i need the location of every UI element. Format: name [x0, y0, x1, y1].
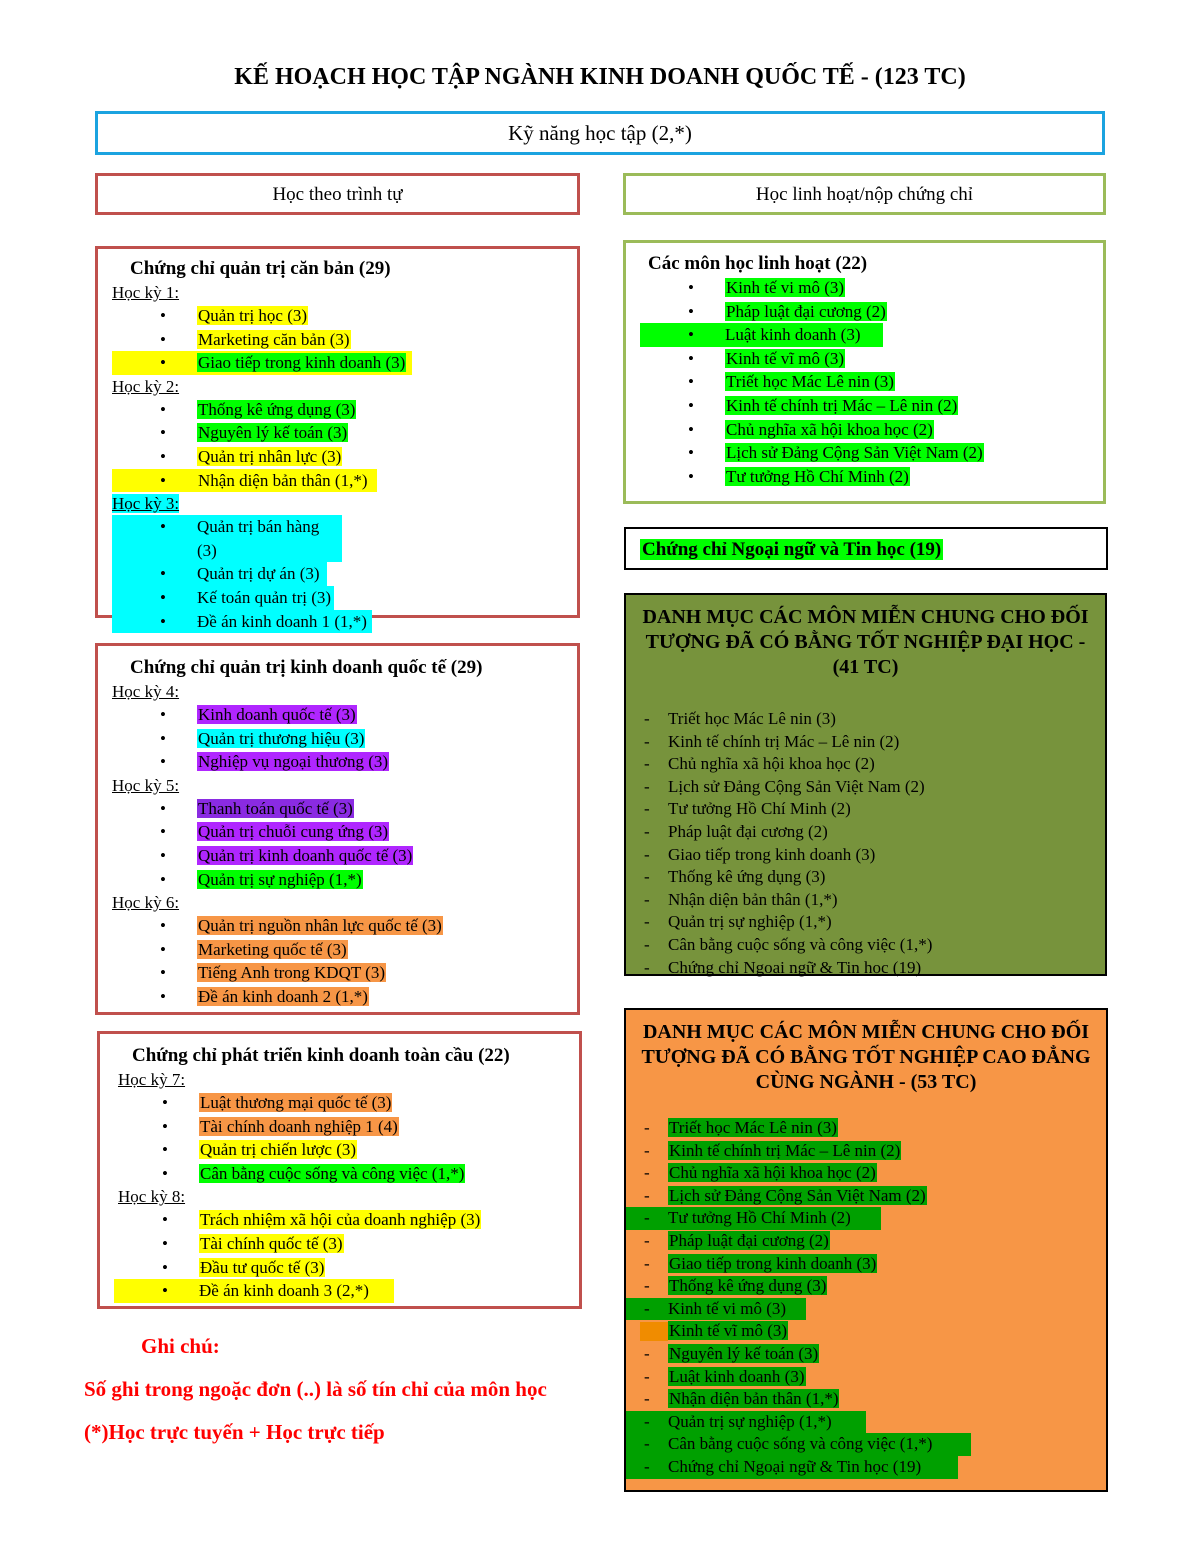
semester-label: Học kỳ 5:	[112, 775, 180, 795]
list-item: • Quản trị kinh doanh quốc tế (3)	[112, 844, 577, 868]
exempt-college-title: DANH MỤC CÁC MÔN MIỄN CHUNG CHO ĐỐI TƯỢNG ĐÃ CÓ BẰNG TỐT NGHIỆP CAO ĐẲNG CÙNG NGÀNH - (53 TC)	[641, 1021, 1091, 1093]
semester-label: Học kỳ 3:	[112, 494, 180, 514]
list-item: • Cân bằng cuộc sống và công việc (1,*)	[114, 1162, 579, 1186]
list-item: • Tư tưởng Hồ Chí Minh (2)	[640, 465, 1103, 489]
list-item: • Tài chính quốc tế (3)	[114, 1232, 579, 1256]
list-item: - Giao tiếp trong kinh doanh (3)	[626, 844, 1105, 867]
list-item: • Tiếng Anh trong KDQT (3)	[112, 961, 577, 985]
list-item: • Quản trị học (3)	[112, 304, 577, 328]
list-item: - Nhận diện bản thân (1,*)	[626, 889, 1105, 912]
list-item: - Triết học Mác Lê nin (3)	[626, 1117, 1106, 1140]
notes-label: Ghi chú:	[141, 1334, 220, 1358]
list-item: • Nguyên lý kế toán (3)	[112, 421, 577, 445]
list-item: - Nhận diện bản thân (1,*)	[626, 1388, 1106, 1411]
cert-title: Chứng chỉ quản trị căn bản (29)	[130, 258, 391, 279]
list-item: • Quản trị thương hiệu (3)	[112, 727, 577, 751]
list-item: - Pháp luật đại cương (2)	[626, 821, 1105, 844]
list-item: - Chứng chỉ Ngoại ngữ & Tin học (19)	[626, 1456, 958, 1479]
cert-title: Chứng chỉ quản trị kinh doanh quốc tế (29)	[130, 657, 483, 678]
semester-label: Học kỳ 2:	[112, 376, 180, 396]
list-item: • Quản trị chuỗi cung ứng (3)	[112, 820, 577, 844]
language-cert-label: Chứng chỉ Ngoại ngữ và Tin học (19)	[642, 539, 942, 560]
list-item: • Giao tiếp trong kinh doanh (3)	[112, 351, 412, 375]
list-item: • Thanh toán quốc tế (3)	[112, 797, 577, 821]
list-item: • Quản trị chiến lược (3)	[114, 1138, 579, 1162]
list-item: - Lịch sử Đảng Cộng Sản Việt Nam (2)	[626, 1185, 1106, 1208]
list-item: - Tư tưởng Hồ Chí Minh (2)	[626, 798, 1105, 821]
list-item: - Cân bằng cuộc sống và công việc (1,*)	[626, 934, 1105, 957]
list-item: • Kinh tế vĩ mô (3)	[640, 347, 1103, 371]
list-item: • Đề án kinh doanh 2 (1,*)	[112, 985, 577, 1009]
semester-label: Học kỳ 8:	[118, 1187, 186, 1207]
page-title: KẾ HOẠCH HỌC TẬP NGÀNH KINH DOANH QUỐC TẾ - (123 TC)	[234, 64, 966, 90]
list-item: - Thống kê ứng dụng (3)	[626, 1275, 1106, 1298]
list-item: - Chủ nghĩa xã hội khoa học (2)	[626, 1162, 1106, 1185]
exempt-university	[624, 593, 1107, 976]
semester-label: Học kỳ 7:	[118, 1070, 186, 1089]
list-item: • Kinh tế chính trị Mác – Lê nin (2)	[640, 394, 1103, 418]
list-item: • Luật thương mại quốc tế (3)	[114, 1091, 579, 1115]
list-item: - Lịch sử Đảng Cộng Sản Việt Nam (2)	[626, 776, 1105, 799]
exempt-college	[624, 1008, 1108, 1492]
notes-line-2: (*)Học trực tuyến + Học trực tiếp	[84, 1420, 385, 1444]
list-item: - Quản trị sự nghiệp (1,*)	[626, 911, 1105, 934]
list-item: • Lịch sử Đảng Cộng Sản Việt Nam (2)	[640, 441, 1103, 465]
list-item: • Đầu tư quốc tế (3)	[114, 1256, 579, 1280]
list-item: - Chủ nghĩa xã hội khoa học (2)	[626, 753, 1105, 776]
list-item: • Pháp luật đại cương (2)	[640, 300, 1103, 324]
list-item: • Đề án kinh doanh 3 (2,*)	[114, 1279, 394, 1303]
flexible-title: Các môn học linh hoạt (22)	[648, 253, 868, 274]
list-item: • Marketing quốc tế (3)	[112, 938, 577, 962]
list-item: - Chứng chỉ Ngoại ngữ & Tin học (19)	[626, 957, 1105, 980]
skills-box: Kỹ năng học tập (2,*)	[95, 111, 1105, 155]
list-item: • Triết học Mác Lê nin (3)	[640, 370, 1103, 394]
list-item: - Thống kê ứng dụng (3)	[626, 866, 1105, 889]
list-item: • Marketing căn bản (3)	[112, 328, 577, 352]
list-item: - Tư tưởng Hồ Chí Minh (2)	[626, 1207, 881, 1230]
list-item: - Kinh tế chính trị Mác – Lê nin (2)	[626, 1140, 1106, 1163]
list-item: - Kinh tế vi mô (3)	[626, 1298, 806, 1321]
list-item: - Kinh tế chính trị Mác – Lê nin (2)	[626, 731, 1105, 754]
list-item: • Thống kê ứng dụng (3)	[112, 398, 577, 422]
list-item: • Đề án kinh doanh 1 (1,*)	[112, 610, 372, 634]
list-item: - Kinh tế vĩ mô (3)	[626, 1320, 1106, 1343]
list-item: • Quản trị nhân lực (3)	[112, 445, 577, 469]
list-item: - Giao tiếp trong kinh doanh (3)	[626, 1253, 1106, 1276]
list-item: • Quản trị nguồn nhân lực quốc tế (3)	[112, 914, 577, 938]
list-item: • Kế toán quản trị (3)	[112, 586, 334, 610]
list-item: • Tài chính doanh nghiệp 1 (4)	[114, 1115, 579, 1139]
list-item: • Quản trị dự án (3)	[112, 562, 327, 586]
semester-label: Học kỳ 4:	[112, 682, 180, 701]
sequential-header: Học theo trình tự	[95, 173, 580, 215]
list-item: • Trách nhiệm xã hội của doanh nghiệp (3)	[114, 1208, 579, 1232]
list-item: • Quản trị bán hàng (3)	[112, 515, 342, 562]
language-it-cert	[624, 527, 1108, 570]
list-item: • Chủ nghĩa xã hội khoa học (2)	[640, 418, 1103, 442]
cert-basic-management	[95, 246, 580, 631]
cert-title: Chứng chỉ phát triển kinh doanh toàn cầu (22)	[132, 1045, 510, 1066]
list-item: • Quản trị sự nghiệp (1,*)	[112, 868, 577, 892]
list-item: • Nghiệp vụ ngoại thương (3)	[112, 750, 577, 774]
semester-label: Học kỳ 1:	[112, 283, 180, 302]
list-item: • Kinh tế vi mô (3)	[640, 276, 1103, 300]
notes-line-1: Số ghi trong ngoặc đơn (..) là số tín chỉ của môn học	[84, 1377, 547, 1401]
exempt-university-title: DANH MỤC CÁC MÔN MIỄN CHUNG CHO ĐỐI TƯỢNG ĐÃ CÓ BẰNG TỐT NGHIỆP ĐẠI HỌC - (41 TC)	[642, 606, 1089, 678]
flexible-header: Học linh hoạt/nộp chứng chỉ	[623, 173, 1106, 215]
cert-global-business	[97, 1031, 582, 1309]
list-item: - Luật kinh doanh (3)	[626, 1366, 1106, 1389]
semester-label: Học kỳ 6:	[112, 893, 180, 913]
list-item: - Pháp luật đại cương (2)	[626, 1230, 1106, 1253]
list-item: - Cân bằng cuộc sống và công việc (1,*)	[626, 1433, 971, 1456]
list-item: - Nguyên lý kế toán (3)	[626, 1343, 1106, 1366]
list-item: • Kinh doanh quốc tế (3)	[112, 703, 577, 727]
list-item: • Nhận diện bản thân (1,*)	[112, 469, 377, 493]
list-item: - Quản trị sự nghiệp (1,*)	[626, 1411, 866, 1434]
flexible-subjects	[623, 240, 1106, 504]
cert-international-business	[95, 643, 580, 1015]
list-item: - Triết học Mác Lê nin (3)	[626, 708, 1105, 731]
list-item: • Luật kinh doanh (3)	[640, 323, 883, 347]
